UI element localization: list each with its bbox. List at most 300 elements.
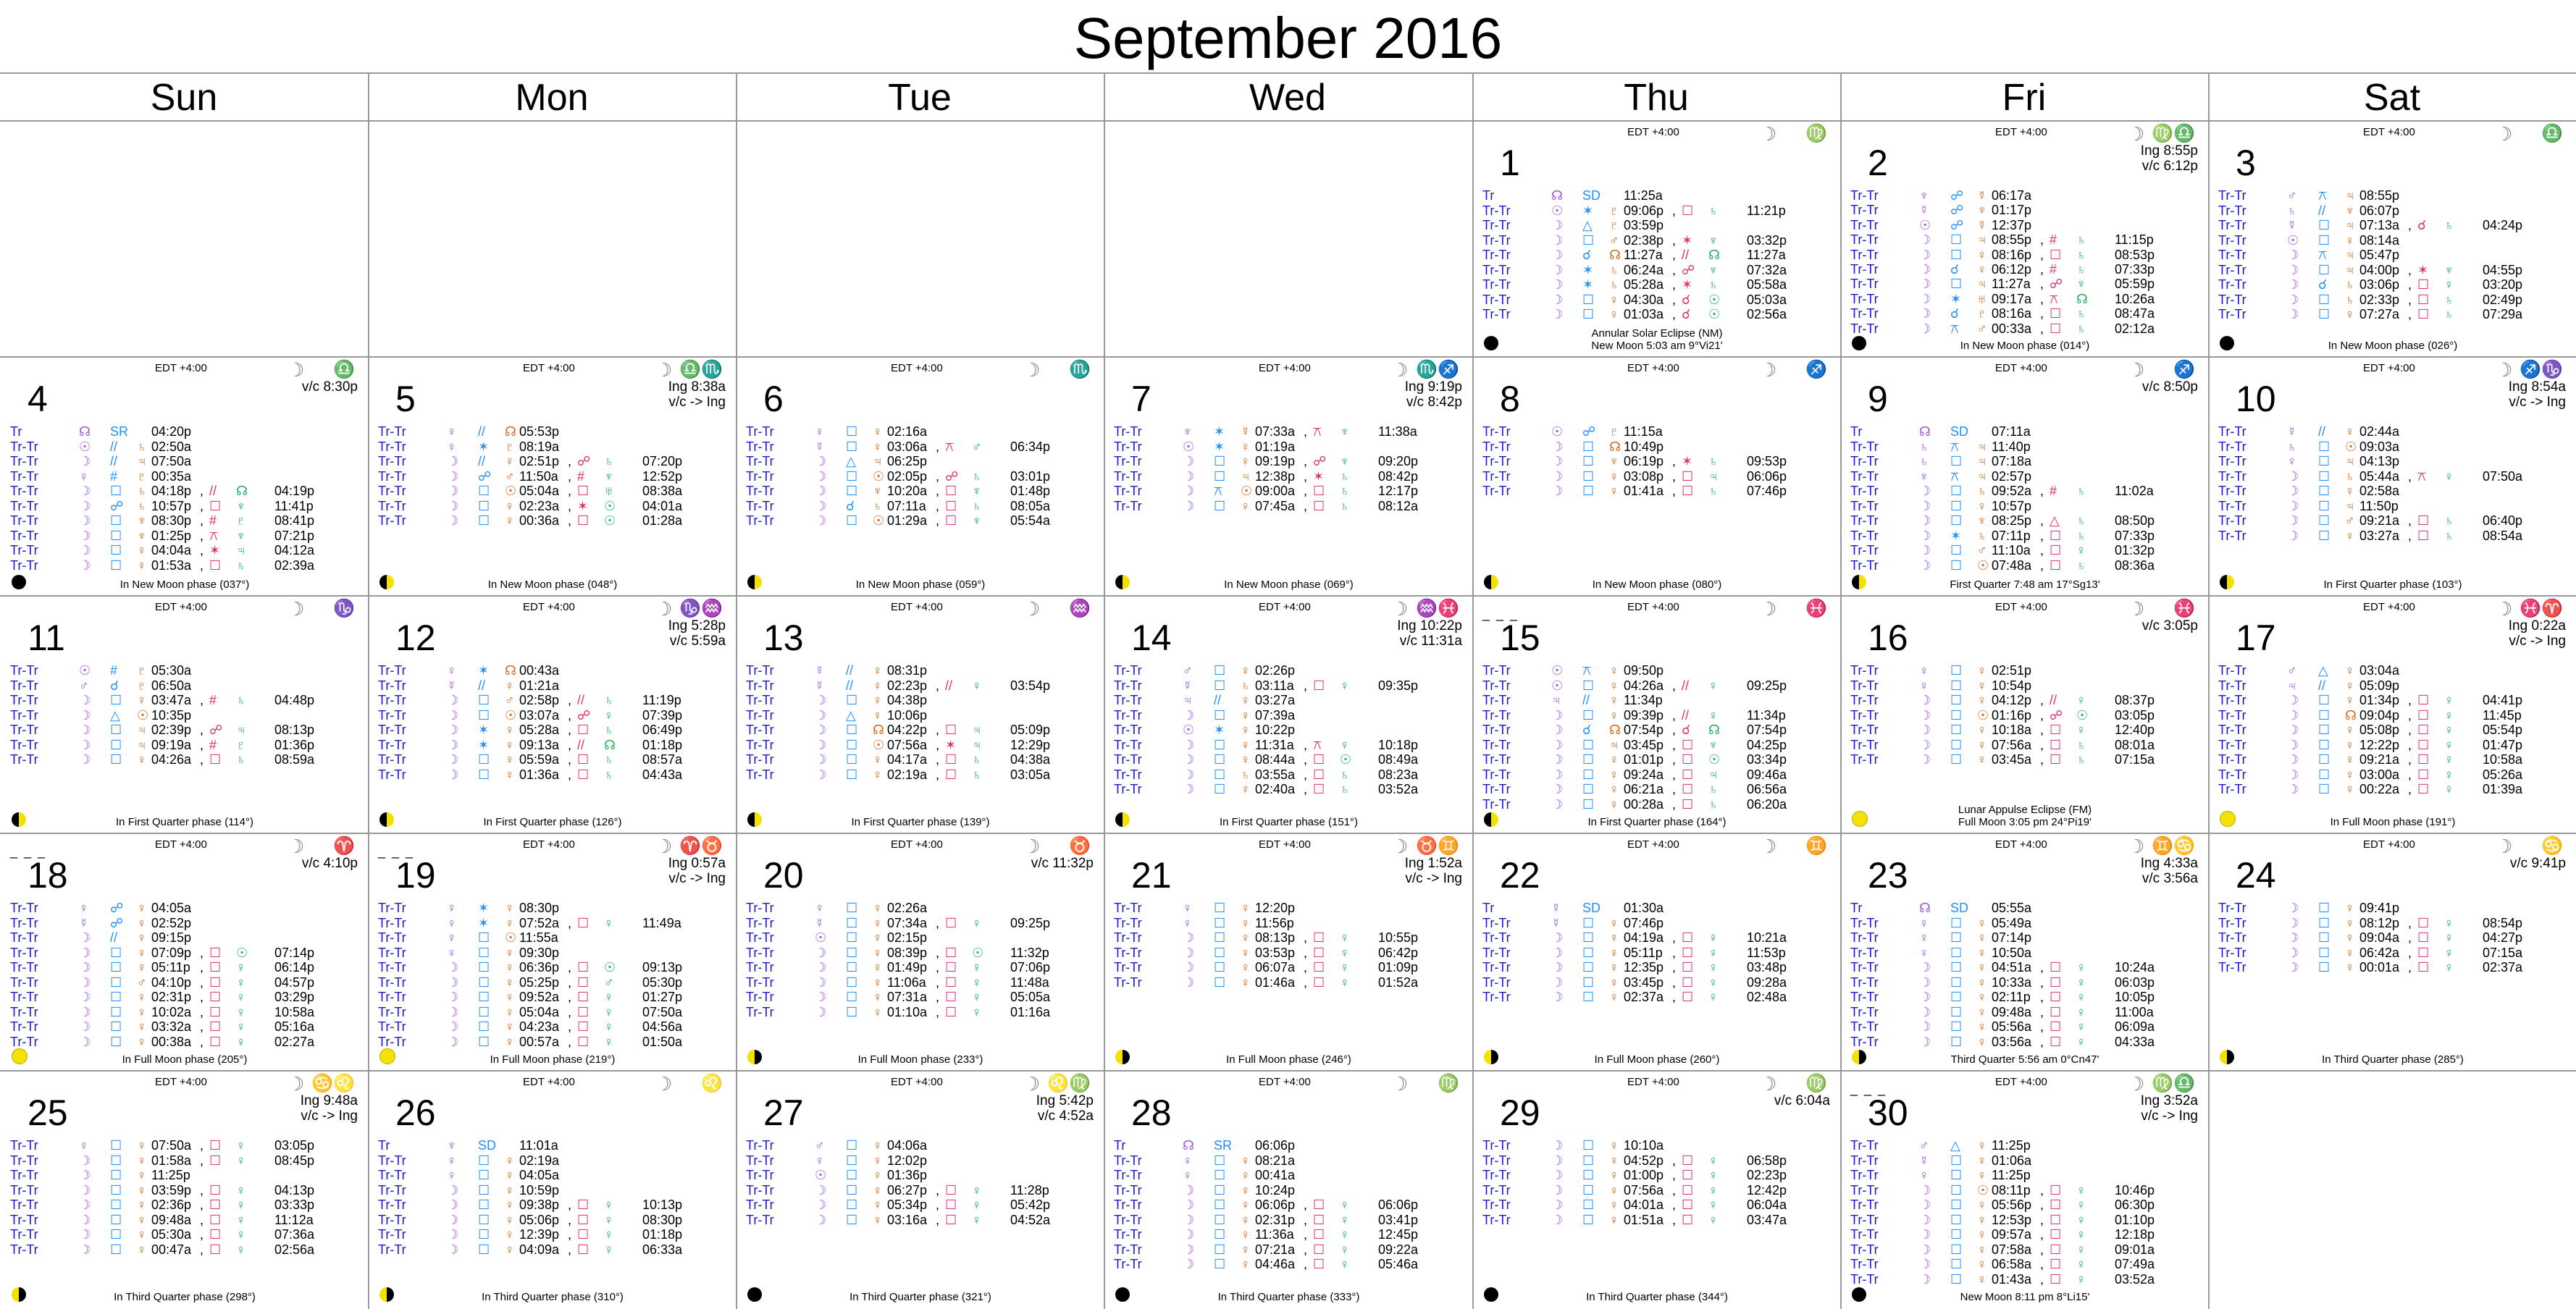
aspect-type: Tr-Tr	[378, 1153, 406, 1168]
aspect-type: Tr-Tr	[10, 1198, 38, 1212]
planet-icon: ♀	[972, 1212, 982, 1227]
aspect-time: 09:30p	[519, 945, 560, 960]
aspect-time: 08:55p	[1992, 232, 2032, 248]
aspect-row	[10, 916, 361, 931]
aspect-icon: ☐	[2318, 528, 2330, 543]
timezone-label: EDT +4:00	[1627, 1076, 1679, 1088]
separator: ,	[2040, 513, 2044, 528]
aspect-time: 08:13p	[1255, 930, 1296, 945]
planet-icon: ☽	[1551, 1182, 1564, 1198]
separator: ,	[936, 678, 940, 693]
day-cell[interactable]	[1842, 122, 2208, 356]
day-cell[interactable]	[1, 834, 368, 1070]
planet-icon: ♄	[236, 557, 246, 573]
ingress-voidcourse-note: Ing 10:22p v/c 11:31a	[1397, 618, 1462, 649]
aspect-time: 11:53p	[1747, 945, 1786, 960]
aspect-type: Tr-Tr	[1850, 663, 1879, 678]
moon-icon: ☽	[288, 1073, 305, 1095]
aspect-row	[2218, 439, 2569, 455]
aspect-icon: ☐	[577, 1004, 590, 1019]
aspect-row	[1482, 930, 1833, 946]
aspect-icon: ☐	[478, 1227, 490, 1242]
timezone-label: EDT +4:00	[2363, 601, 2415, 613]
aspect-time: 09:50p	[1624, 663, 1664, 678]
separator: ,	[568, 707, 572, 723]
day-cell[interactable]	[1, 1072, 368, 1308]
aspect-time: 06:03p	[2115, 975, 2155, 990]
planet-icon: ☽	[79, 752, 91, 767]
aspect-icon: ☐	[1214, 782, 1226, 796]
aspect-type: Tr-Tr	[1850, 723, 1879, 737]
aspect-time: 07:50a	[642, 1004, 683, 1019]
separator: ,	[200, 1212, 204, 1227]
aspect-type: Tr-Tr	[10, 1138, 38, 1153]
planet-icon: ♇	[505, 439, 515, 454]
zodiac-sign-icon: ♎	[2541, 124, 2563, 143]
planet-icon: ♀	[873, 1198, 883, 1212]
ingress-voidcourse-note: Ing 5:42p v/c 4:52a	[1036, 1093, 1094, 1124]
aspect-type: Tr-Tr	[1850, 247, 1879, 262]
planet-icon: ☽	[79, 557, 91, 573]
ingress-voidcourse-note: Ing 9:48a v/c -> Ing	[300, 1093, 358, 1124]
planet-icon: ☽	[1183, 1227, 1195, 1242]
aspect-time: 04:12p	[1992, 693, 2032, 707]
planet-icon: ♇	[137, 468, 147, 484]
day-cell[interactable]	[1105, 1072, 1472, 1308]
aspect-icon: ☐	[478, 1198, 490, 1212]
aspect-icon: ✶	[1682, 277, 1693, 292]
aspect-row	[378, 738, 729, 753]
aspect-type: Tr-Tr	[1482, 424, 1511, 439]
day-cell[interactable]	[1105, 834, 1472, 1070]
aspect-row	[1114, 946, 1465, 961]
aspect-type: Tr-Tr	[1114, 782, 1142, 796]
day-cell[interactable]	[737, 597, 1104, 833]
aspect-icon: ☐	[846, 975, 858, 990]
aspect-time: 09:20p	[1378, 454, 1419, 468]
planet-icon: ☉	[873, 468, 885, 484]
aspect-row	[1850, 916, 2201, 931]
aspect-icon: ☐	[110, 543, 122, 557]
aspect-time: 01:17p	[1992, 203, 2032, 218]
day-cell[interactable]	[2210, 834, 2576, 1070]
day-cell[interactable]	[2210, 597, 2576, 833]
aspect-icon: ☐	[577, 915, 590, 930]
planet-icon: ♀	[2076, 1242, 2086, 1257]
separator: ,	[1304, 1198, 1308, 1212]
aspect-time: 02:56a	[274, 1242, 315, 1257]
aspect-icon: ☐	[209, 975, 222, 990]
moon-icon: ☽	[2128, 359, 2145, 381]
planet-icon: ☽	[1183, 707, 1195, 723]
aspect-time: 03:05p	[2115, 707, 2155, 723]
aspect-row	[1850, 484, 2201, 499]
aspect-type: Tr-Tr	[378, 1034, 406, 1049]
aspect-icon: #	[2050, 261, 2057, 277]
planet-icon: ♀	[1241, 930, 1251, 945]
aspect-type: Tr-Tr	[1482, 484, 1511, 498]
planet-icon: ♂	[1977, 543, 1987, 557]
aspect-type: Tr-Tr	[2218, 707, 2246, 723]
aspect-type: Tr-Tr	[2218, 232, 2246, 248]
planet-icon: ♀	[1919, 678, 1929, 693]
aspect-icon: ☐	[110, 960, 122, 975]
planet-icon: ♀	[2076, 1004, 2086, 1019]
day-cell[interactable]	[1474, 122, 1840, 356]
planet-icon: ♀	[79, 1138, 89, 1153]
planet-icon: ♆	[1919, 188, 1929, 203]
aspect-icon: //	[1682, 248, 1690, 262]
aspect-type: Tr-Tr	[746, 915, 774, 930]
ingress-voidcourse-note: v/c 8:50p	[2141, 379, 2198, 395]
aspect-row	[1850, 1019, 2201, 1035]
aspect-row	[2218, 678, 2569, 694]
day-cell[interactable]	[1, 597, 368, 833]
day-cell[interactable]	[2210, 122, 2576, 356]
planet-icon: ♃	[137, 723, 147, 737]
timezone-label: EDT +4:00	[1627, 362, 1679, 374]
separator: ,	[2040, 306, 2044, 321]
aspect-icon: SD	[1950, 901, 1969, 915]
aspect-time: 01:34p	[2359, 693, 2400, 707]
aspect-time: 06:36p	[519, 960, 560, 975]
separator: ,	[2408, 723, 2412, 737]
aspect-time: 07:56a	[887, 737, 928, 752]
day-cell[interactable]	[1842, 358, 2208, 595]
day-cell[interactable]	[1474, 358, 1840, 595]
day-number: 29	[1500, 1093, 1540, 1133]
aspect-time: 09:19a	[151, 737, 192, 752]
planet-icon: ♀	[2345, 901, 2355, 915]
day-cell[interactable]	[369, 1072, 736, 1308]
separator: ,	[568, 1034, 572, 1049]
planet-icon: ♀	[137, 752, 147, 767]
aspect-time: 08:49a	[1378, 752, 1419, 767]
planet-icon: ☽	[79, 723, 91, 737]
aspect-icon: ☐	[1582, 1168, 1595, 1182]
aspect-time: 04:05a	[519, 1168, 560, 1182]
planet-icon: ♇	[1609, 203, 1619, 218]
planet-icon: ♃	[1183, 693, 1193, 707]
aspect-row	[746, 513, 1096, 529]
planet-icon: ♀	[137, 1004, 147, 1019]
aspect-time: 08:12a	[1378, 498, 1419, 513]
aspect-time: 05:47p	[2359, 248, 2400, 262]
weekday-header: Thu	[1624, 77, 1689, 119]
aspect-time: 08:53p	[2115, 247, 2155, 262]
aspect-time: 04:12a	[274, 543, 315, 557]
planet-icon: ♄	[1977, 528, 1987, 543]
aspect-row	[10, 960, 361, 975]
aspect-row	[2218, 693, 2569, 708]
separator: ,	[568, 1212, 572, 1227]
separator: ,	[1672, 203, 1677, 218]
aspect-time: 05:59p	[2115, 277, 2155, 292]
aspect-icon: ☐	[2050, 1257, 2062, 1271]
aspect-time: 05:59a	[519, 752, 560, 767]
aspect-type: Tr-Tr	[1114, 678, 1142, 693]
planet-icon: ♀	[505, 498, 515, 513]
aspect-time: 02:23p	[887, 678, 928, 693]
aspect-time: 06:27p	[887, 1182, 928, 1198]
aspect-icon: ☐	[209, 1138, 222, 1153]
day-cell[interactable]	[1474, 597, 1840, 833]
aspect-row	[1482, 767, 1833, 783]
planet-icon: ♀	[1977, 752, 1987, 767]
day-cell[interactable]	[1842, 597, 2208, 833]
day-cell[interactable]	[1842, 834, 2208, 1070]
aspect-time: 03:20p	[2483, 277, 2523, 292]
aspect-time: 09:48a	[151, 1212, 192, 1227]
planet-icon: ♀	[1977, 1034, 1987, 1049]
planet-icon: ♀	[2345, 232, 2355, 248]
day-cell[interactable]	[1474, 1072, 1840, 1308]
aspect-time: 07:31a	[887, 990, 928, 1004]
planet-icon: ☿	[1919, 1153, 1929, 1168]
planet-icon: ♀	[137, 1227, 147, 1242]
day-cell[interactable]	[1105, 358, 1472, 595]
planet-icon: ☽	[815, 513, 827, 528]
separator: ,	[1304, 975, 1308, 990]
day-cell[interactable]	[1474, 834, 1840, 1070]
aspect-list	[1482, 901, 1833, 1005]
planet-icon: ☽	[79, 945, 91, 960]
zodiac-sign-icon: ♎♏	[679, 360, 723, 379]
aspect-row	[378, 1168, 729, 1183]
separator: ,	[200, 1182, 204, 1198]
aspect-type: Tr-Tr	[10, 915, 38, 930]
aspect-icon: ☐	[1950, 1257, 1963, 1271]
planet-icon: ♃	[2345, 218, 2355, 232]
planet-icon: ♀	[1708, 1153, 1719, 1168]
day-cell[interactable]	[369, 834, 736, 1070]
aspect-time: 07:39a	[1255, 707, 1296, 723]
separator: ,	[1672, 248, 1677, 262]
aspect-icon: ☍	[577, 454, 591, 468]
aspect-row	[1114, 782, 1465, 797]
day-cell[interactable]	[1105, 597, 1472, 833]
aspect-time: 11:15p	[2115, 232, 2154, 248]
aspect-icon: △	[110, 707, 120, 723]
planet-icon: ☽	[79, 528, 91, 543]
planet-icon: ☽	[815, 723, 827, 737]
timezone-label: EDT +4:00	[523, 1076, 575, 1088]
weekday-header: Sun	[150, 77, 218, 119]
aspect-time: 03:59p	[1624, 218, 1664, 232]
day-cell[interactable]	[1, 358, 368, 595]
aspect-time: 11:01a	[519, 1138, 558, 1153]
day-cell[interactable]	[737, 1072, 1104, 1308]
aspect-type: Tr-Tr	[1850, 498, 1879, 513]
aspect-time: 01:36a	[519, 767, 560, 782]
planet-icon: ♀	[1609, 796, 1619, 812]
aspect-time: 07:50a	[151, 454, 192, 468]
aspect-time: 06:17a	[1992, 188, 2032, 203]
aspect-type: Tr-Tr	[746, 439, 774, 454]
planet-icon: ☿	[815, 678, 825, 693]
aspect-type: Tr-Tr	[1850, 543, 1879, 557]
planet-icon: ♀	[236, 1004, 246, 1019]
aspect-row	[1114, 960, 1465, 975]
planet-icon: ♀	[1977, 1227, 1987, 1242]
aspect-row	[1482, 424, 1833, 439]
aspect-type: Tr-Tr	[378, 752, 406, 767]
planet-icon: ♀	[447, 901, 457, 915]
planet-icon: ♀	[1708, 975, 1719, 990]
aspect-row	[1850, 499, 2201, 514]
aspect-icon: ☐	[209, 1198, 222, 1212]
aspect-icon: ☐	[1682, 1198, 1694, 1212]
aspect-icon: ☐	[1313, 498, 1325, 513]
aspect-time: 05:28a	[1624, 277, 1664, 292]
phase-note: In New Moon phase (014°)	[1960, 340, 2090, 352]
aspect-icon: SD	[478, 1138, 497, 1153]
planet-icon: ☿	[79, 915, 89, 930]
aspect-time: 02:36p	[151, 1198, 192, 1212]
aspect-row	[10, 678, 361, 694]
aspect-type: Tr-Tr	[1850, 528, 1879, 543]
separator: ,	[200, 557, 204, 573]
aspect-icon: ☐	[478, 960, 490, 975]
aspect-type: Tr	[1114, 1138, 1126, 1153]
aspect-type: Tr-Tr	[2218, 693, 2246, 707]
aspect-type: Tr-Tr	[1850, 217, 1879, 232]
aspect-time: 07:18a	[1992, 454, 2032, 468]
aspect-type: Tr-Tr	[1850, 188, 1879, 203]
separator: ,	[2408, 707, 2412, 723]
aspect-time: 09:00a	[1255, 484, 1296, 498]
aspect-icon: ☐	[846, 945, 858, 960]
aspect-icon: ☐	[2417, 737, 2430, 752]
aspect-type: Tr-Tr	[10, 707, 38, 723]
planet-icon: ♄	[604, 693, 614, 707]
aspect-row	[10, 1005, 361, 1020]
aspect-row	[10, 752, 361, 767]
aspect-icon: ⚻	[1313, 737, 1322, 752]
planet-icon: ♀	[1241, 945, 1251, 960]
aspect-row	[1482, 678, 1833, 694]
aspect-icon: ☐	[478, 990, 490, 1004]
aspect-icon: ☐	[110, 1019, 122, 1034]
aspect-icon: ☐	[1682, 1182, 1694, 1198]
aspect-icon: //	[1214, 693, 1222, 707]
planet-icon: ☽	[1551, 262, 1564, 277]
aspect-time: 08:41p	[274, 513, 315, 528]
day-cell[interactable]	[737, 358, 1104, 595]
aspect-icon: ☐	[1582, 767, 1595, 782]
aspect-type: Tr-Tr	[10, 752, 38, 767]
aspect-icon: ☐	[1950, 915, 1963, 930]
planet-icon: ♀	[2345, 915, 2355, 930]
ingress-voidcourse-note: Ing 8:54a v/c -> Ing	[2508, 379, 2566, 410]
aspect-row	[746, 693, 1096, 708]
day-cell[interactable]	[737, 834, 1104, 1070]
aspect-time: 11:21p	[1747, 203, 1786, 218]
aspect-icon: ✶	[1582, 277, 1594, 292]
aspect-icon: ☐	[209, 945, 222, 960]
aspect-time: 01:58a	[151, 1153, 192, 1168]
aspect-icon: ☐	[2417, 292, 2430, 307]
aspect-row	[1850, 321, 2201, 336]
separator: ,	[200, 737, 204, 752]
planet-icon: ♀	[873, 1212, 883, 1227]
day-cell[interactable]	[1842, 1072, 2208, 1308]
aspect-type: Tr-Tr	[10, 901, 38, 915]
planet-icon: ♀	[1609, 1182, 1619, 1198]
aspect-icon: SD	[1950, 424, 1969, 439]
aspect-type: Tr-Tr	[746, 960, 774, 975]
planet-icon: ♀	[1340, 1227, 1350, 1242]
separator: ,	[1672, 454, 1677, 468]
aspect-icon: ☐	[577, 1034, 590, 1049]
separator: ,	[2408, 292, 2412, 307]
aspect-time: 00:47a	[151, 1242, 192, 1257]
moon-icon: ☽	[655, 1073, 673, 1095]
aspect-time: 09:46a	[1747, 767, 1787, 782]
planet-icon: ♆	[1708, 262, 1719, 277]
aspect-icon: ☐	[577, 752, 590, 767]
planet-icon: ☽	[2287, 752, 2299, 767]
aspect-time: 06:06p	[1378, 1198, 1419, 1212]
planet-icon: ♄	[1708, 796, 1719, 812]
timezone-label: EDT +4:00	[2363, 126, 2415, 138]
separator: ,	[200, 1227, 204, 1242]
planet-icon: ♀	[505, 975, 515, 990]
planet-icon: ♄	[972, 468, 982, 484]
aspect-type: Tr-Tr	[10, 975, 38, 990]
aspect-time: 00:43a	[519, 663, 560, 678]
planet-icon: ♀	[447, 930, 457, 945]
planet-icon: ♆	[2444, 262, 2454, 277]
aspect-row	[1850, 960, 2201, 975]
planet-icon: ♀	[1241, 1242, 1251, 1257]
planet-icon: ♀	[2444, 915, 2454, 930]
aspect-type: Tr-Tr	[10, 1168, 38, 1182]
aspect-time: 02:37a	[2483, 960, 2523, 975]
day-cell[interactable]	[369, 358, 736, 595]
aspect-icon: ☐	[1582, 915, 1595, 930]
planet-icon: ♀	[873, 901, 883, 915]
aspect-time: 07:46p	[1747, 484, 1787, 498]
day-number: 15	[1500, 618, 1540, 658]
planet-icon: ☽	[1551, 218, 1564, 232]
aspect-row	[1114, 693, 1465, 708]
planet-icon: ♀	[1183, 1153, 1193, 1168]
aspect-row	[1850, 543, 2201, 558]
aspect-icon: △	[846, 454, 856, 468]
day-cell[interactable]	[2210, 358, 2576, 595]
aspect-type: Tr-Tr	[2218, 292, 2246, 307]
phase-note: In New Moon phase (059°)	[855, 578, 986, 591]
planet-icon: ☽	[1551, 752, 1564, 767]
planet-icon: ☽	[1919, 737, 1931, 752]
planet-icon: ☿	[2287, 424, 2297, 439]
planet-icon: ☉	[1183, 439, 1195, 454]
planet-icon: ♀	[2345, 752, 2355, 767]
moon-icon: ☽	[1391, 1073, 1409, 1095]
aspect-type: Tr-Tr	[1482, 439, 1511, 454]
aspect-time: 12:17p	[1378, 484, 1419, 498]
aspect-time: 11:40p	[1992, 439, 2031, 454]
day-cell[interactable]	[369, 597, 736, 833]
planet-icon: ♀	[1977, 1153, 1987, 1168]
aspect-icon: ☐	[209, 1242, 222, 1257]
aspect-row	[2218, 663, 2569, 678]
aspect-icon: ☐	[577, 723, 590, 737]
aspect-icon: ⚻	[1582, 663, 1591, 678]
aspect-row	[1114, 678, 1465, 694]
aspect-time: 03:07a	[519, 707, 560, 723]
